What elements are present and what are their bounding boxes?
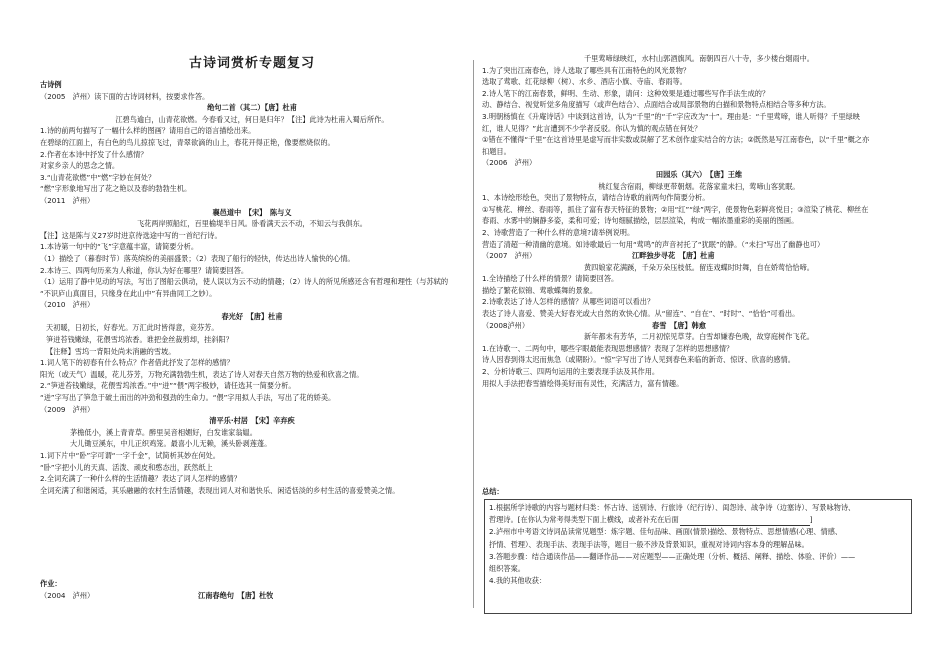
poem-title: 春雪 【唐】韩愈 [652, 320, 706, 330]
answer: 阳光（或天气）温暖，花儿芬芳，万物充满勃勃生机，表达了诗人对春天自然万物的热爱和欣喜之情。 [40, 369, 364, 379]
poem-text: 黄四娘家花满蹊，千朵万朵压枝低。留连戏蝶时时舞，自在娇莺恰恰啼。 [583, 262, 814, 272]
answer: 营造了清超一种清幽的意境。如诗歌最后一句用“莺鸣”的声音衬托了“犹眠”的静。（“未扫”写出了幽静也可） [482, 239, 825, 249]
poem-title: 江畔独步寻花 【唐】杜甫 [632, 251, 715, 261]
answer: “燃”字形象地写出了花之艳以及春的勃勃生机。 [40, 184, 192, 194]
poem-note: 【注释】雪坞一背阳处尚未消融的雪坡。 [46, 346, 176, 356]
poem-text: 笋迸苔钱嫩绿，花偎雪坞浓香。谁把金丝裁剪却，挂斜阳？ [46, 335, 233, 345]
question-source: （2011 泸州） [40, 195, 95, 205]
poem-note: 【注】这是陈与义27岁时进京待选途中写的一首纪行诗。 [40, 230, 222, 240]
question: 1、本诗绘形绘色，突出了景物特点，请结合诗歌的前两句作简要分析。 [482, 193, 710, 203]
poem-text: 天初暖，日初长，好春光。万汇此时皆得意，竞芬芳。 [46, 323, 219, 333]
question: 1.为了突出江南春色，诗人选取了哪些具有江南特色的风光景物？ [482, 65, 691, 75]
poem-title: 清平乐·村居 【宋】辛弃疾 [209, 416, 295, 426]
poem-text: 新年都未有芳华，二月初惊见草芽。白雪却嫌春色晚，故穿庭树作飞花。 [583, 332, 814, 342]
answer: 用拟人手法把春雪描绘得美好而有灵性，充满活力，富有情趣。 [482, 378, 684, 388]
poem-title: 春光好 【唐】杜甫 [221, 311, 283, 321]
summary-item: 4.我的其他收获： [489, 576, 547, 586]
answer: （1）描绘了（暮春时节）落英缤纷的美丽盛景；（2）表现了船行的轻快，传达出诗人愉快的心情。 [40, 253, 355, 263]
poem-text: 大儿锄豆溪东，中儿正织鸡笼。最喜小儿无赖，溪头卧剥莲蓬。 [70, 439, 272, 449]
section-heading: 作业： [40, 579, 62, 588]
poem-text: 飞花两岸照船红，百里榆堤半日风。卧看满天云不动，不知云与我俱东。 [136, 219, 367, 229]
answer: 对家乡亲人的思念之情。 [40, 161, 120, 171]
summary-item [489, 514, 907, 526]
question: 1.诗的前两句描写了一幅什么样的图画？请用自己的语言描绘出来。 [40, 126, 256, 136]
poem-title: 田园乐（其六） 【唐】王维 [655, 169, 743, 179]
question: 红，谁人见得？”此言遭到不少学者反驳。你认为慎的观点错在何处？ [482, 123, 702, 133]
poem-text: 茅檐低小，溪上青青草。醉里吴音相媚好，白发谁家翁媪。 [70, 427, 257, 437]
answer: 在碧绿的江面上，有白色的鸟儿掠掠飞过，青翠欲滴的山上，春花开得正艳，像要燃烧似的。 [40, 137, 335, 147]
question: 3.“山青花欲燃”中“燃”字妙在何处？ [40, 172, 156, 182]
summary-item: 组织答案。 [489, 564, 525, 574]
question: 2.全词充满了一种什么样的生活情趣？表达了词人怎样的感情？ [40, 474, 241, 484]
answer: ①错在不懂得“千里”在这首诗里是虚写而非实数或误解了艺术创作虚实结合的方法；②既然是写江南春色，以“千里”概之亦 [482, 135, 870, 145]
homework-section [40, 578, 464, 602]
poem-title: 襄邑道中 【宋】 陈与义 [212, 207, 292, 217]
poem-title: 绝句二首（其二）【唐】杜甫 [207, 103, 297, 113]
answer: 全词充满了和谐闲适，其乐融融的农村生活情趣，表现出词人对和谐快乐、闲适恬淡的乡村生活的喜爱赞美之情。 [40, 485, 400, 495]
question-source: （2004 泸州） [40, 590, 95, 600]
answer: “迸”字写出了笋急于破土而出的冲劲和强劲的生命力。“偎”字用拟人手法，写出了花的娇美。 [40, 393, 336, 403]
answer: （1）运用了静中见动的写法，写出了图船云俱动，使人误以为云不动的情趣；（2）诗人的所见所感还含有哲理和理性（与苏轼的 [40, 277, 449, 287]
answer: 描绘了繁花似锦、莺歌蝶舞的景象。 [482, 285, 598, 295]
question: 1.本诗第一句中的“飞”字意蕴丰富，请简要分析。 [40, 242, 199, 252]
question: 2.作者在本诗中抒发了什么感情？ [40, 149, 148, 159]
question: 2.诗人笔下的江南春景，鲜明、生动、形象，请问：这种效果是通过哪些写作手法生成的？ [482, 88, 770, 98]
poem-text: 千里莺啼绿映红，水村山郭酒旗风。南朝四百八十寺，多少楼台烟雨中。 [583, 54, 814, 63]
column-divider [473, 60, 474, 608]
summary-text: ] [809, 515, 813, 525]
poem-text: 桃红复含宿雨，柳绿更带朝烟。花落家童未扫，莺啼山客犹眠。 [598, 181, 800, 191]
summary-item: 2.泸州市中考语文诗词品读常见题型：炼字题、佳句品味、画面(情景)描绘、景物特点、思想情感(心理、情感、 [489, 527, 843, 537]
question-source: （2006 泸州） [482, 158, 537, 168]
poem-text: 江碧鸟逾白，山青花欲燃。今春看又过，何日是归年？【注】此诗为杜甫入蜀后所作。 [115, 114, 389, 124]
question-source: （2007 泸州） [482, 251, 537, 261]
example-section [40, 79, 464, 496]
summary-box [484, 499, 912, 614]
question-source: （2005 泸州）读下面的古诗词材料，按要求作答。 [40, 91, 210, 101]
answer: 扣题目。 [482, 146, 511, 156]
answer: 诗人因春到得太迟而焦急（或期盼）。“惊”字写出了诗人见到春色来临的新奇、惊讶、欣喜的感情。 [482, 355, 795, 365]
summary-item: 1.根据所学诗歌的内容与题材归类：怀古诗、送别诗、行旅诗（纪行诗）、闺怨诗、战争诗（边塞诗）、写景咏物诗、 [489, 503, 856, 512]
question: 3.明朝杨慎在《升庵诗话》中谈到这首诗，认为“千里”的“千”字应改为“十”。理由是：“千里莺啼，谁人听得？千里绿映 [482, 111, 860, 121]
section-heading: 古诗例 [40, 80, 62, 89]
question: 2、诗歌营造了一种什么样的意境?请举例说明。 [482, 227, 635, 237]
question: 1.全诗描绘了什么样的情景？请简要回答。 [482, 274, 619, 284]
document-title: 古诗词赏析专题复习 [188, 56, 315, 71]
summary-heading-wrap [482, 486, 916, 498]
question: 2.“笋迸苔钱嫩绿，花偎雪坞浓香。”中“迸”“偎”两字极妙，请任选其一简要分析。 [40, 381, 296, 391]
question: 1.词下片中“卧”字可谓“一字千金”，试简析其妙在何处。 [40, 451, 220, 460]
summary-item: 3.答题步骤：结合通读作品——翻译作品——对应题型——正确处理（分析、概括、阐释、描绘、体验、评价）—— [489, 551, 856, 561]
answer: 春雨、水雾中的娴静多姿，柔和可爱；诗句细腻描绘，层层渲染，构成一幅浓墨重彩的美丽的图画。 [482, 216, 799, 226]
answer: 选取了莺歌、红花绿柳（树）、水乡、酒店小旗、寺庙、春雨等。 [482, 77, 687, 87]
homework-continued [482, 53, 916, 389]
poem-title: 江南春绝句 【唐】杜牧 [198, 590, 274, 600]
answer: “不识庐山真面目，只缘身在此山中”有异曲同工之妙）。 [40, 288, 217, 298]
answer: ①写桃花、柳丝、春雨等，抓住了富有春天特征的景物；②用“红”“绿”两字，使景物色彩鲜亮悦目；③渲染了桃花、柳丝在 [482, 204, 869, 214]
question-source: （2009 泸州） [40, 404, 95, 414]
question: 1.在诗歌一、二两句中，哪些字眼最能表现思想感情？表现了怎样的思想感情？ [482, 343, 734, 353]
answer: 动、静结合、视觉听觉多角度描写（或声色结合）、点面结合或局部景物的白描和景物特点相结合等多种方法。 [482, 100, 831, 110]
summary-text: 哲理诗。[在你认为常考得类型下面上横线，或者补充在后面 [489, 515, 679, 525]
question: 2.本诗三、四两句历来为人称道，你认为好在哪里？请简要回答。 [40, 265, 249, 275]
question: 2、分析诗歌三、四两句运用的主要表现手法及其作用。 [482, 367, 660, 377]
question-source: （2010 泸州） [40, 300, 95, 310]
question: 2.诗歌表达了诗人怎样的感情？从哪些词语可以看出？ [482, 297, 655, 307]
question: 1.词人笔下的初春有什么特点？作者借此抒发了怎样的感情？ [40, 358, 234, 368]
summary-heading: 总结： [482, 487, 504, 496]
question-source: （2008泸州） [482, 320, 530, 330]
answer: 表达了诗人喜爱、赞美大好春光或大自然的欢快心情。从“留连”、“自在”、“时时”、“恰恰”可看出。 [482, 309, 800, 319]
answer: “卧”字把小儿的天真、活泼、顽皮和憨态出，跃然纸上 [40, 462, 213, 472]
summary-item: 抒情、哲理）、表现手法、表现手法等，题目一般不涉及背景知识，重视对诗词内容本身的理解品味。 [489, 539, 809, 549]
fill-in-blank[interactable] [680, 518, 810, 526]
